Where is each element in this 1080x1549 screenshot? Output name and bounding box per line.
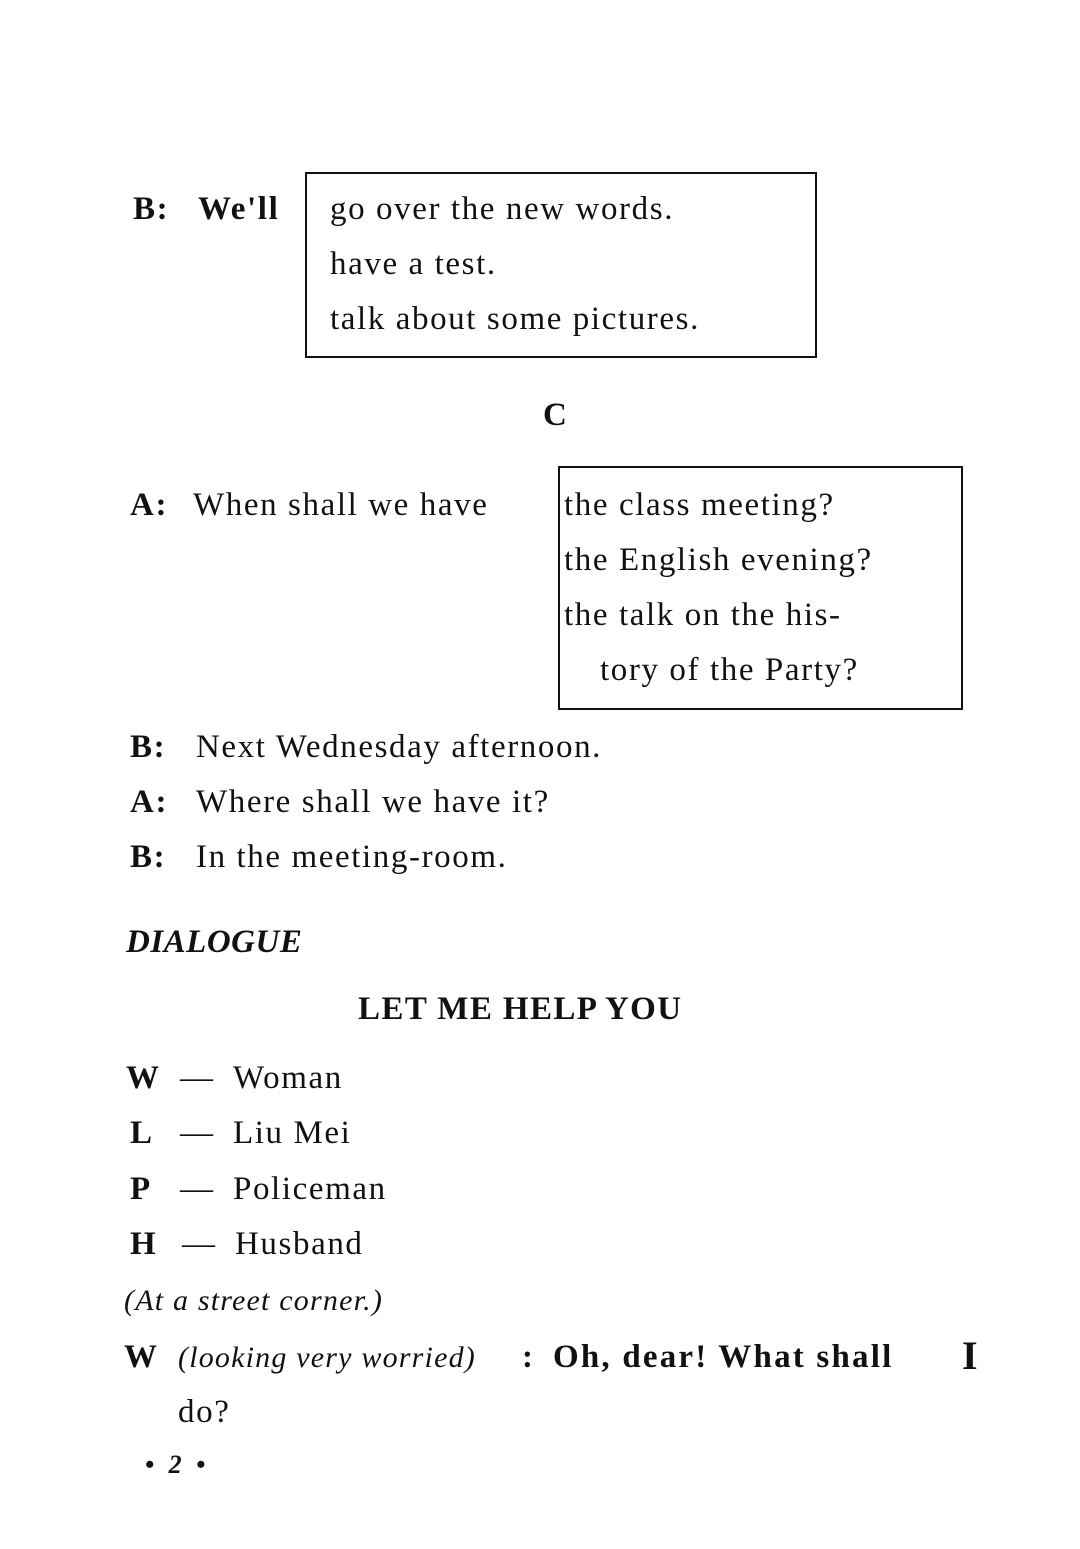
line-1-text: Next Wednesday afternoon. <box>196 729 603 765</box>
cast-dash-h: — <box>182 1226 217 1262</box>
speaker-b-label: B: <box>133 191 170 227</box>
cast-code-h: H <box>130 1226 158 1262</box>
line-3-speaker: B: <box>130 839 167 875</box>
cast-code-l: L <box>130 1115 154 1151</box>
first-line-colon: : <box>522 1339 535 1375</box>
cast-name-woman: Woman <box>233 1060 343 1096</box>
first-line-pronoun: I <box>962 1333 980 1378</box>
section-b-option-1: go over the new words. <box>330 191 675 227</box>
line-3-text: In the meeting-room. <box>196 839 508 875</box>
dialogue-label: DIALOGUE <box>126 924 303 960</box>
line-2-speaker: A: <box>130 784 169 820</box>
question-text: When shall we have <box>193 487 489 523</box>
section-c-option-2: the English evening? <box>564 542 873 578</box>
cast-dash-w: — <box>180 1060 215 1096</box>
cast-code-w: W <box>126 1060 161 1096</box>
first-line-speaker: W <box>124 1339 159 1375</box>
stage-direction: (At a street corner.) <box>124 1284 384 1317</box>
section-c-option-3: the talk on the his- <box>564 597 842 633</box>
cast-name-husband: Husband <box>235 1226 364 1262</box>
section-b-option-2: have a test. <box>330 246 497 282</box>
cast-name-liu-mei: Liu Mei <box>233 1115 352 1151</box>
question-speaker-a: A: <box>130 487 169 523</box>
section-c-option-1: the class meeting? <box>564 487 835 523</box>
first-line-text: Oh, dear! What shall <box>553 1339 894 1375</box>
section-c-heading: C <box>543 397 569 433</box>
line-1-speaker: B: <box>130 729 167 765</box>
cast-dash-p: — <box>180 1171 215 1207</box>
section-c-option-3-continued: tory of the Party? <box>600 652 859 688</box>
section-b-option-3: talk about some pictures. <box>330 301 700 337</box>
line-2-text: Where shall we have it? <box>196 784 550 820</box>
cast-code-p: P <box>130 1171 152 1207</box>
page-number: • 2 • <box>145 1450 210 1479</box>
cast-name-policeman: Policeman <box>233 1171 387 1207</box>
first-line-continuation: do? <box>178 1394 231 1430</box>
cast-dash-l: — <box>180 1115 215 1151</box>
dialogue-title: LET ME HELP YOU <box>358 991 683 1027</box>
section-b-lead: We'll <box>198 191 280 227</box>
first-line-direction: (looking very worried) <box>178 1341 476 1374</box>
